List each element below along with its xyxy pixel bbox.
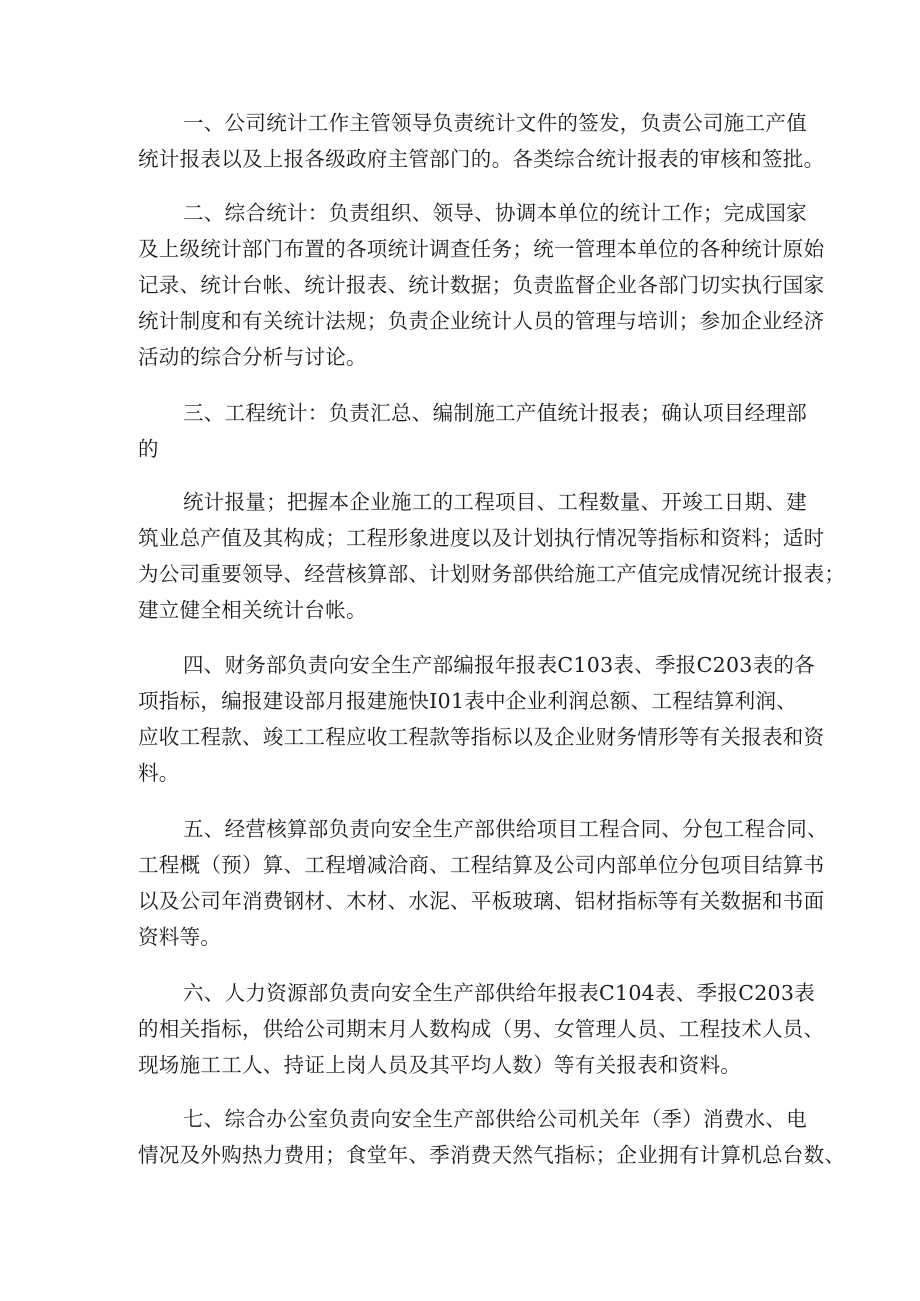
paragraph-1-line-2: 统计报表以及上报各级政府主管部门的。各类综合统计报表的审核和签批。 [138,147,825,171]
paragraph-6-line-1: 五、经营核算部负责向安全生产部供给项目工程合同、分包工程合同、 [183,817,828,841]
paragraph-6-line-2: 工程概（预）算、工程增减洽商、工程结算及公司内部单位分包项目结算书 [138,853,825,877]
paragraph-2-line-4: 统计制度和有关统计法规；负责企业统计人员的管理与培训；参加企业经济 [138,309,825,333]
paragraph-5-line-1: 四、财务部负责向安全生产部编报年报表C103表、季报C203表的各 [183,653,816,677]
paragraph-5-line-3: 应收工程款、竣工工程应收工程款等指标以及企业财务情形等有关报表和资 [138,725,825,749]
paragraph-2-line-5: 活动的综合分析与讨论。 [138,345,367,369]
paragraph-8-line-1: 七、综合办公室负责向安全生产部供给公司机关年（季）消费水、电 [183,1107,807,1131]
paragraph-4-line-1: 统计报量；把握本企业施工的工程项目、工程数量、开竣工日期、建 [183,490,807,514]
paragraph-6-line-3: 以及公司年消费钢材、木材、水泥、平板玻璃、铝材指标等有关数据和书面 [138,889,825,913]
paragraph-3-line-2: 的 [138,437,159,461]
paragraph-4-line-4: 建立健全相关统计台帐。 [138,598,367,622]
paragraph-8-line-2: 情况及外购热力费用；食堂年、季消费天然气指标；企业拥有计算机总台数、 [138,1143,846,1167]
paragraph-4-line-2: 筑业总产值及其构成；工程形象进度以及计划执行情况等指标和资料；适时 [138,526,825,550]
paragraph-7-line-1: 六、人力资源部负责向安全生产部供给年报表C104表、季报C203表 [183,981,816,1005]
paragraph-1-line-1: 一、公司统计工作主管领导负责统计文件的签发，负责公司施工产值 [183,111,807,135]
paragraph-7-line-3: 现场施工工人、持证上岗人员及其平均人数）等有关报表和资料。 [138,1053,742,1077]
paragraph-7-line-2: 的相关指标，供给公司期末月人数构成（男、女管理人员、工程技术人员、 [138,1017,825,1041]
paragraph-2-line-3: 记录、统计台帐、统计报表、统计数据；负责监督企业各部门切实执行国家 [138,273,825,297]
paragraph-2-line-1: 二、综合统计：负责组织、领导、协调本单位的统计工作；完成国家 [183,201,807,225]
paragraph-5-line-4: 料。 [138,761,180,785]
paragraph-5-line-2: 项指标，编报建设部月报建施快I01表中企业利润总额、工程结算利润、 [138,689,798,713]
paragraph-2-line-2: 及上级统计部门布置的各项统计调查任务；统一管理本单位的各种统计原始 [138,237,825,261]
paragraph-6-line-4: 资料等。 [138,925,222,949]
paragraph-4-line-3: 为公司重要领导、经营核算部、计划财务部供给施工产值完成情况统计报表； [138,562,846,586]
paragraph-3-line-1: 三、工程统计：负责汇总、编制施工产值统计报表；确认项目经理部 [183,401,807,425]
